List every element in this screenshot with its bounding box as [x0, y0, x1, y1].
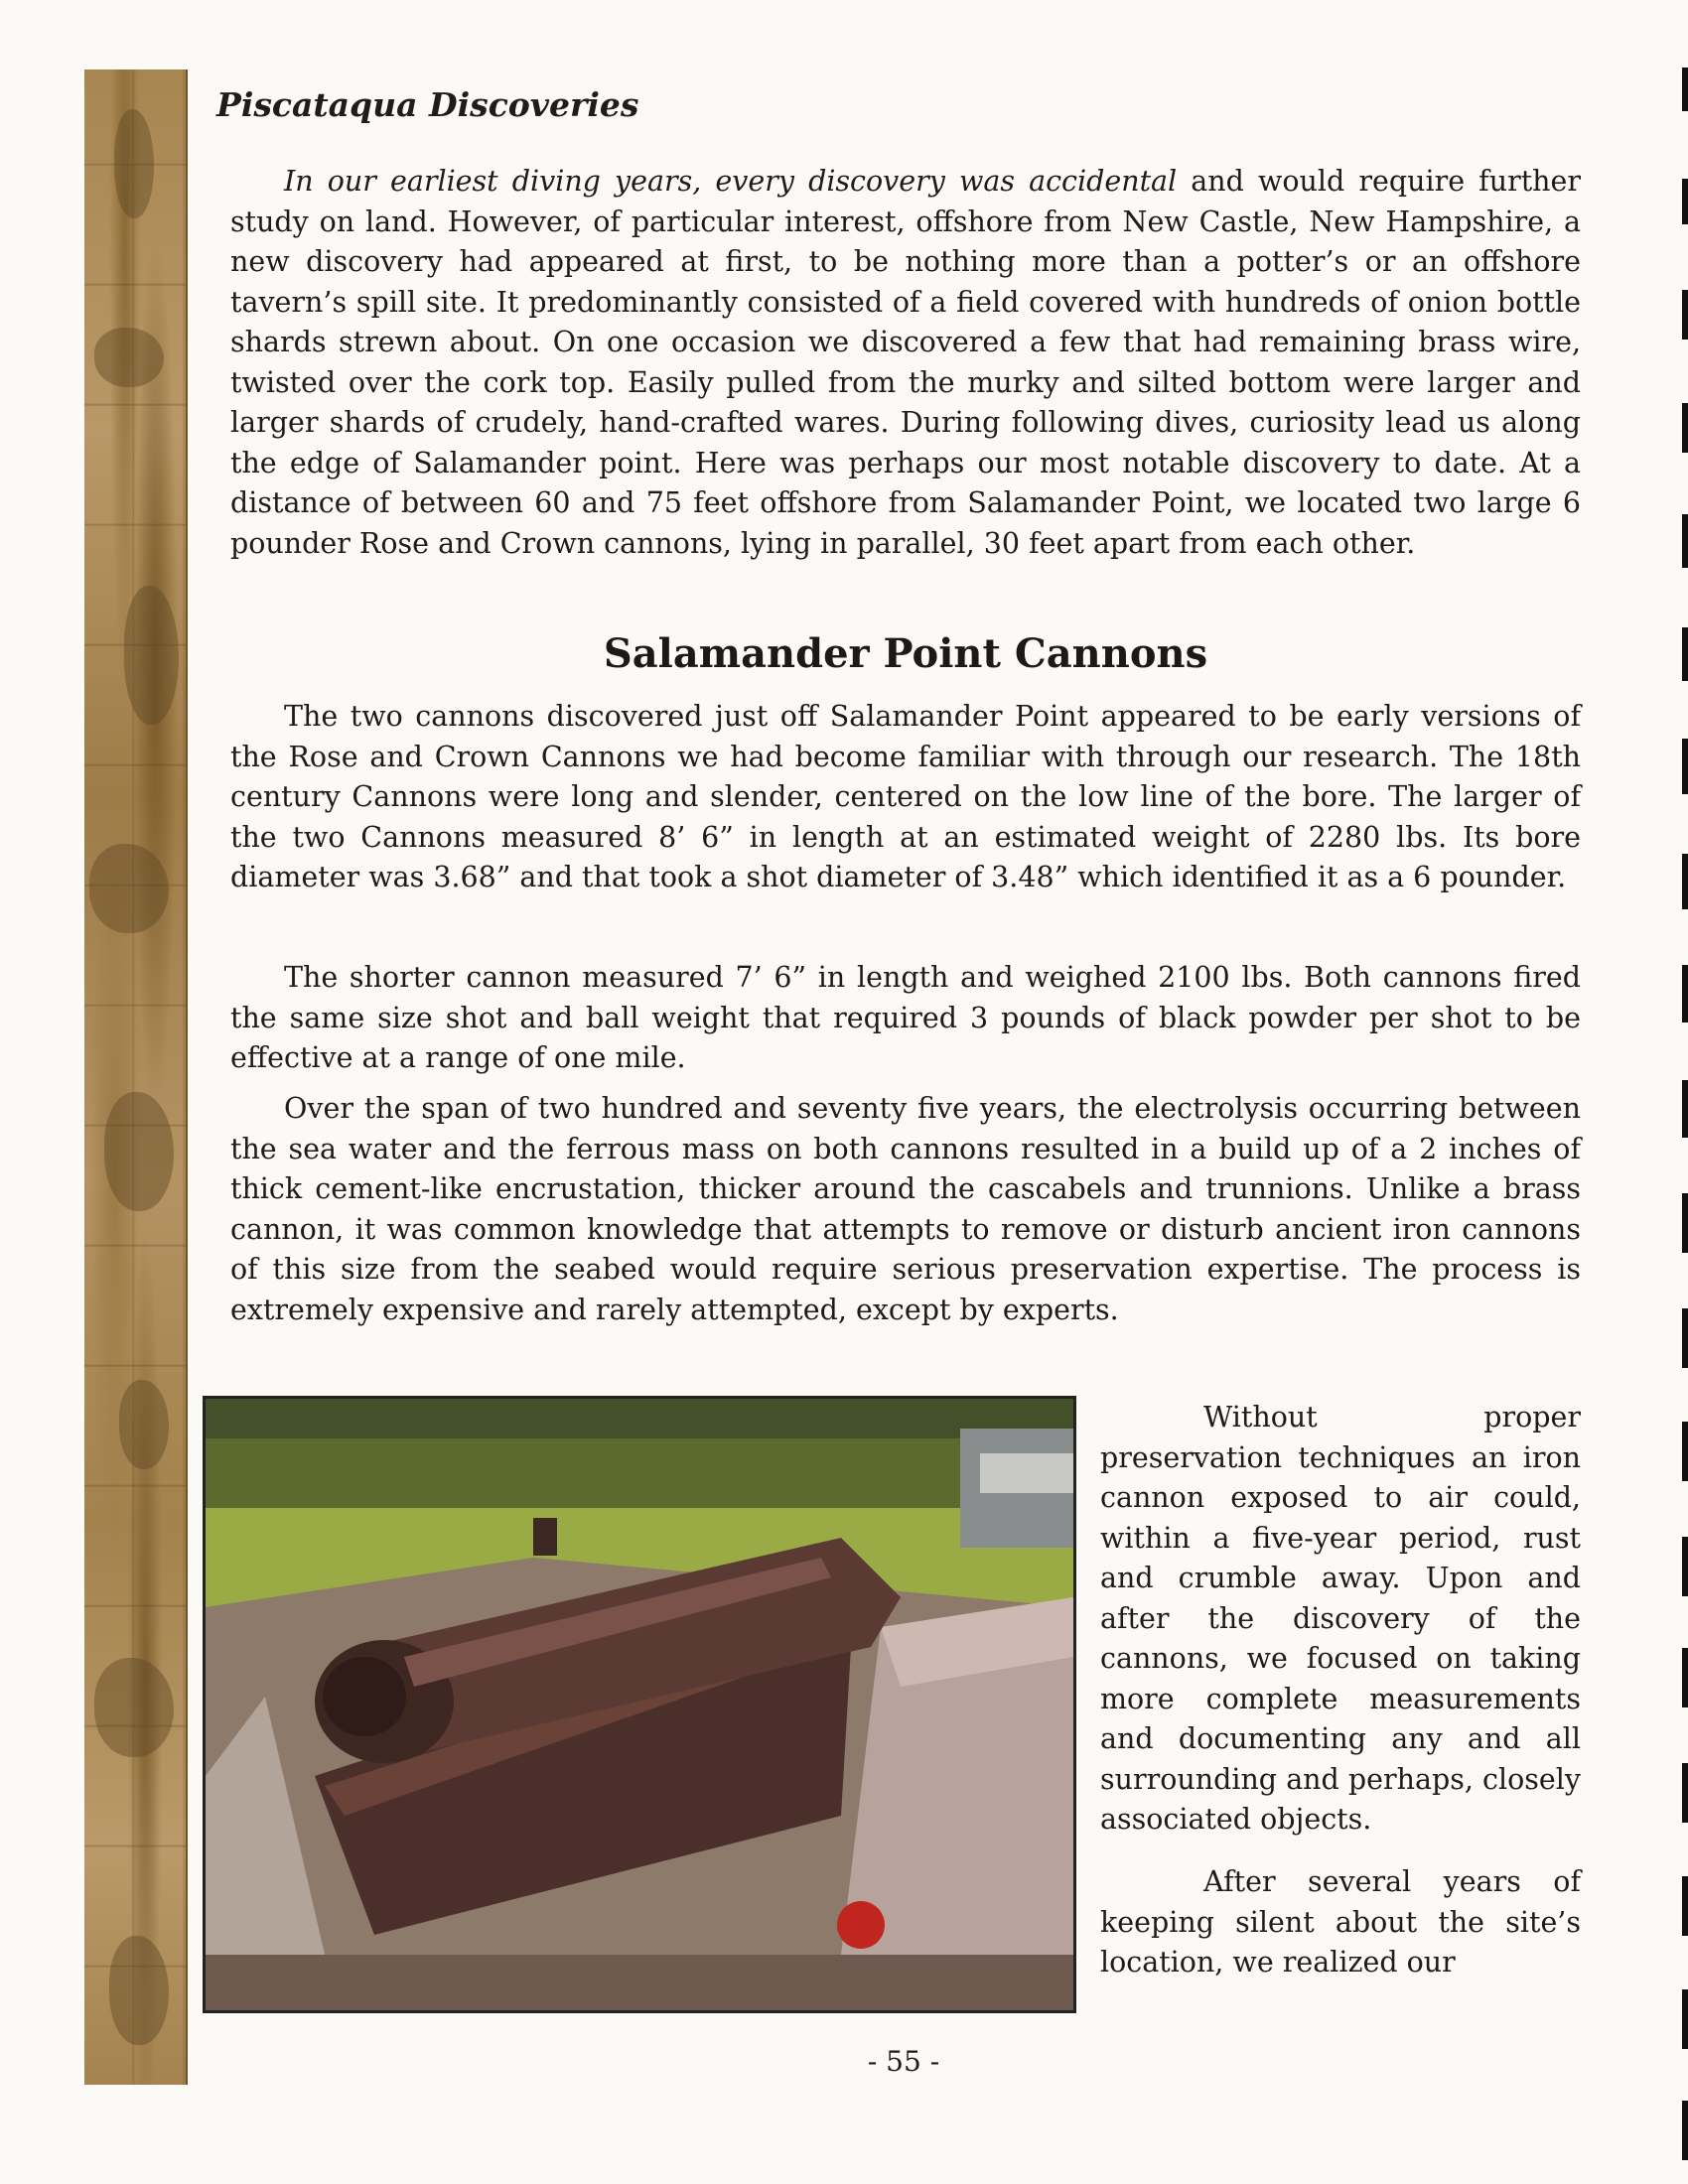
section-paragraph-3: Over the span of two hundred and seventy five years, the electrolysis occurring between the sea water and the ferrous mass on both cannons resulted in a build up of a 2 inches of thick cement-like encrustation, thicker around the cascabels and trunnions. Unlike a brass cannon, it was common knowledge that attempts to remove or disturb ancient iron cannons of this size from the seabed would require serious preservation expertise. The process is extremely expensive and rarely attempted, except by experts.: [230, 1092, 1581, 1326]
page-number: - 55 -: [867, 2045, 940, 2078]
section-paragraph-2: The shorter cannon measured 7’ 6” in length and weighed 2100 lbs. Both cannons fired the same size shot and ball weight that required 3 pounds of black powder per shot to be effective at a range of one mile.: [230, 961, 1581, 1074]
intro-lead: In our earliest diving years, every discovery was accidental: [284, 165, 1178, 198]
running-title: Piscataqua Discoveries: [216, 85, 639, 124]
intro-paragraph: [230, 162, 1581, 564]
side-paragraph-1: Without proper preservation techniques an iron cannon exposed to air could, within a five-year period, rust and crumble away. Upon and after the discovery of the cannons, we focused on taking more complete measurements and documenting any and all surrounding and perhaps, closely associated objects.: [1100, 1401, 1581, 1836]
section-title: Salamander Point Cannons: [603, 630, 1208, 677]
side-paragraph-2: After several years of keeping silent about the site’s location, we realized our: [1100, 1865, 1581, 1979]
cannon-photo-illustration: [206, 1399, 1073, 2010]
cannon-photo: [203, 1396, 1076, 2013]
section-paragraph-1: The two cannons discovered just off Salamander Point appeared to be early versions of the Rose and Crown Cannons we had become familiar with through our research. The 18th century Cannons were long and slender, centered on the low line of the bore. The larger of the two Cannons measured 8’ 6” in length at an estimated weight of 2280 lbs. Its bore diameter was 3.68” and that took a shot diameter of 3.48” which identified it as a 6 pounder.: [230, 700, 1581, 893]
intro-body: and would require further study on land. However, of particular interest, offshore from New Castle, New Hampshire, a new discovery had appeared at first, to be nothing more than a potter’s or an offshore tavern’s spill site. It predominantly consisted of a field covered with hundreds of onion bottle shards strewn about. On one occasion we discovered a few that had remaining brass wire, twisted over the cork top. Easily pulled from the murky and silted bottom were larger and larger shards of crudely, hand-crafted wares. During following dives, curiosity lead us along the edge of Salamander point. Here was perhaps our most notable discovery to date. At a distance of between 60 and 75 feet offshore from Salamander Point, we located two large 6 pounder Rose and Crown cannons, lying in parallel, 30 feet apart from each other.: [230, 165, 1581, 560]
decorative-map-border: [84, 69, 188, 2085]
